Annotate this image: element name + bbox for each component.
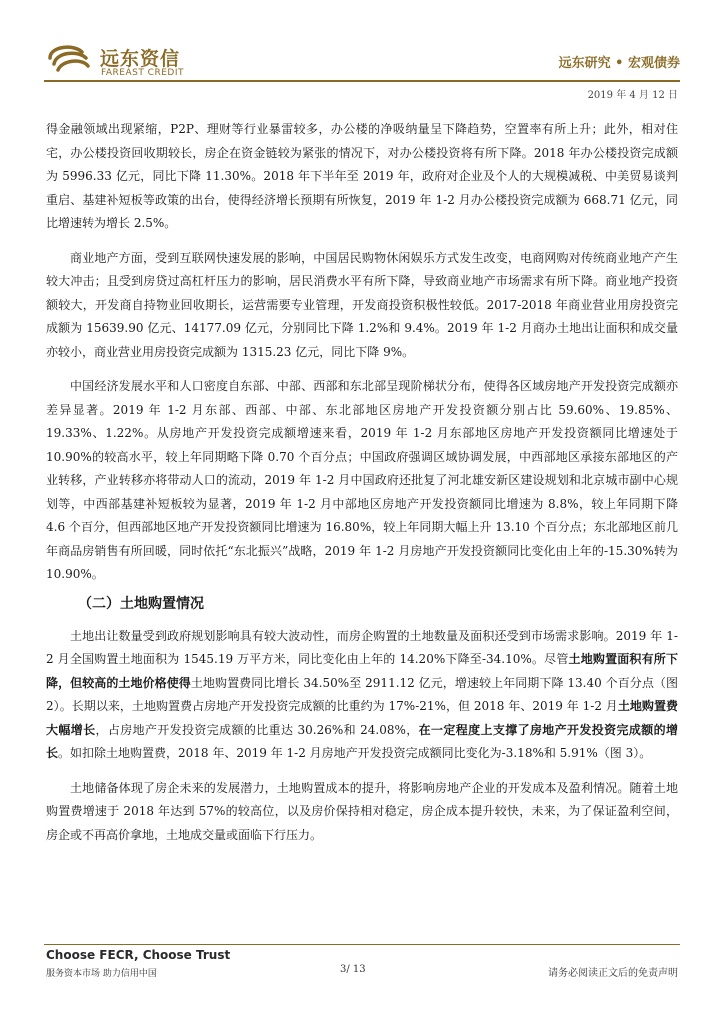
- header-divider: [44, 80, 680, 82]
- logo-english-name: FAREAST CREDIT: [101, 68, 184, 78]
- land-text-e: 。如扣除土地购置费，2018 年、2019 年 1-2 月房地产开发投资完成额同比变化为-3.18%和 5.91%（图 3）。: [58, 746, 652, 760]
- paragraph-land-reserve: 土地储备体现了房企未来的发展潜力，土地购置成本的提升，将影响房地产企业的开发成本及盈利情况。随着土地购置费增速于 2018 年达到 57%的较高位，以及房价保持相对稳定，房企成本提升较快，未来，为了保证盈利空间，房企或不再高价拿地，土地成交量或面临下行压力。: [46, 780, 678, 842]
- section-title-land: （二）土地购置情况: [78, 595, 204, 612]
- paragraph-land-purchase: [46, 625, 678, 766]
- document-body: [46, 118, 678, 847]
- paragraph-commercial: 商业地产方面，受到互联网快速发展的影响，中国居民购物休闲娱乐方式发生改变，电商网购对传统商业地产产生较大冲击；且受到房贷过高杠杆压力的影响，居民消费水平有所下降，导致商业地产市场需求有所下降。商业地产投资额较大，开发商自持物业回收期长，运营需要专业管理，开发商投资积极性较低。2017-2018 年商业营业用房投资完成额为 15639.90 亿元、14177.09 亿元，分别同比下降 1.2%和 9.4%。2019 年 1-2 月商办土地出让面积和成交量亦较小，商业营业用房投资完成额为 1315.23 亿元，同比下降 9%。: [46, 250, 678, 359]
- page-number: 3/ 13: [340, 964, 366, 975]
- fareast-logo-icon: [44, 40, 92, 76]
- footer-sub-slogan: 服务资本市场 助力信用中国: [46, 969, 157, 979]
- report-date: 2019 年 4 月 12 日: [587, 90, 678, 101]
- land-text-d: ，占房地产开发投资完成额的比重达 30.26%和 24.08%，: [95, 722, 419, 737]
- footer-slogan: Choose FECR, Choose Trust: [46, 948, 231, 962]
- paragraph-office: 得金融领域出现紧缩，P2P、理财等行业暴雷较多，办公楼的净吸纳量呈下降趋势，空置率有所上升；此外，相对住宅，办公楼投资回收期较长，房企在资金链较为紧张的情况下，对办公楼投资将有所下降。2018 年办公楼投资完成额为 5996.33 亿元，同比下降 11.30%。2018 年下半年至 2019 年，政府对企业及个人的大规模减税、中美贸易谈判重启、基建补短板等政策的出台，使得经济增长预期有所恢复，2019 年 1-2 月办公楼投资完成额为 668.71 亿元，同比增速转为增长 2.5%。: [46, 122, 678, 230]
- logo-chinese-name: 远东资信: [100, 48, 181, 70]
- report-category: 远东研究 • 宏观债券: [558, 56, 680, 71]
- land-text-a: 土地出让数量受到政府规划影响具有较大波动性，而房企购置的土地数量及面积还受到市场需求影响。2019 年 1-2 月全国购置土地面积为 1545.19 万平方米，同比变化由上年的 14.20%下降至-34.10%。尽管: [46, 628, 678, 666]
- land-bold-a: 土地购置面积有所下降，但较高的土地价格使得: [46, 652, 678, 690]
- footer-disclaimer: 请务必阅读正文后的免责声明: [548, 968, 678, 979]
- page-header: [0, 0, 724, 100]
- paragraph-regional: 中国经济发展水平和人口密度自东部、中部、西部和东北部呈现阶梯状分布，使得各区域房地产开发投资完成额亦差异显著。2019 年 1-2 月东部、西部、中部、东北部地区房地产开发投资额分别占比 59.60%、19.85%、19.33%、1.22%。从房地产开发投资完成额增速来看，2019 年 1-2 月东部地区房地产开发投资额同比增速处于 10.90%的较高水平，较上年同期略下降 0.70 个百分点；中国政府强调区域协调发展，中西部地区承接东部地区的产业转移，产业转移亦将带动人口的流动，2019 年 1-2 月中国政府还批复了河北雄安新区建设规划和北京城市副中心规划等，中西部基建补短板较为显著，2019 年 1-2 月中部地区房地产开发投资额同比增速为 8.8%，较上年同期下降 4.6 个百分，但西部地区地产开发投资额同比增速为 16.80%，较上年同期大幅上升 13.10 个百分点；东北部地区前几年商品房销售有所回暖，同时依托“东北振兴”战略，2019 年 1-2 月房地产开发投资额同比变化由上年的-15.30%转为 10.90%。: [46, 379, 678, 581]
- land-bold-b: 土地购置费大幅增长: [46, 699, 678, 737]
- land-text-c: 土地购置费同比增长 34.50%至 2911.12 亿元，增速较上年同期下降 13.40 个百分点（图 2）。长期以来，土地购置费占房地产开发投资完成额的比重约为 17%-21%，但 2018 年、2019 年 1-2 月: [46, 675, 678, 713]
- land-bold-c: 在一定程度上支撑了房地产开发投资完成额的增长: [46, 722, 678, 760]
- footer-divider: [44, 944, 680, 945]
